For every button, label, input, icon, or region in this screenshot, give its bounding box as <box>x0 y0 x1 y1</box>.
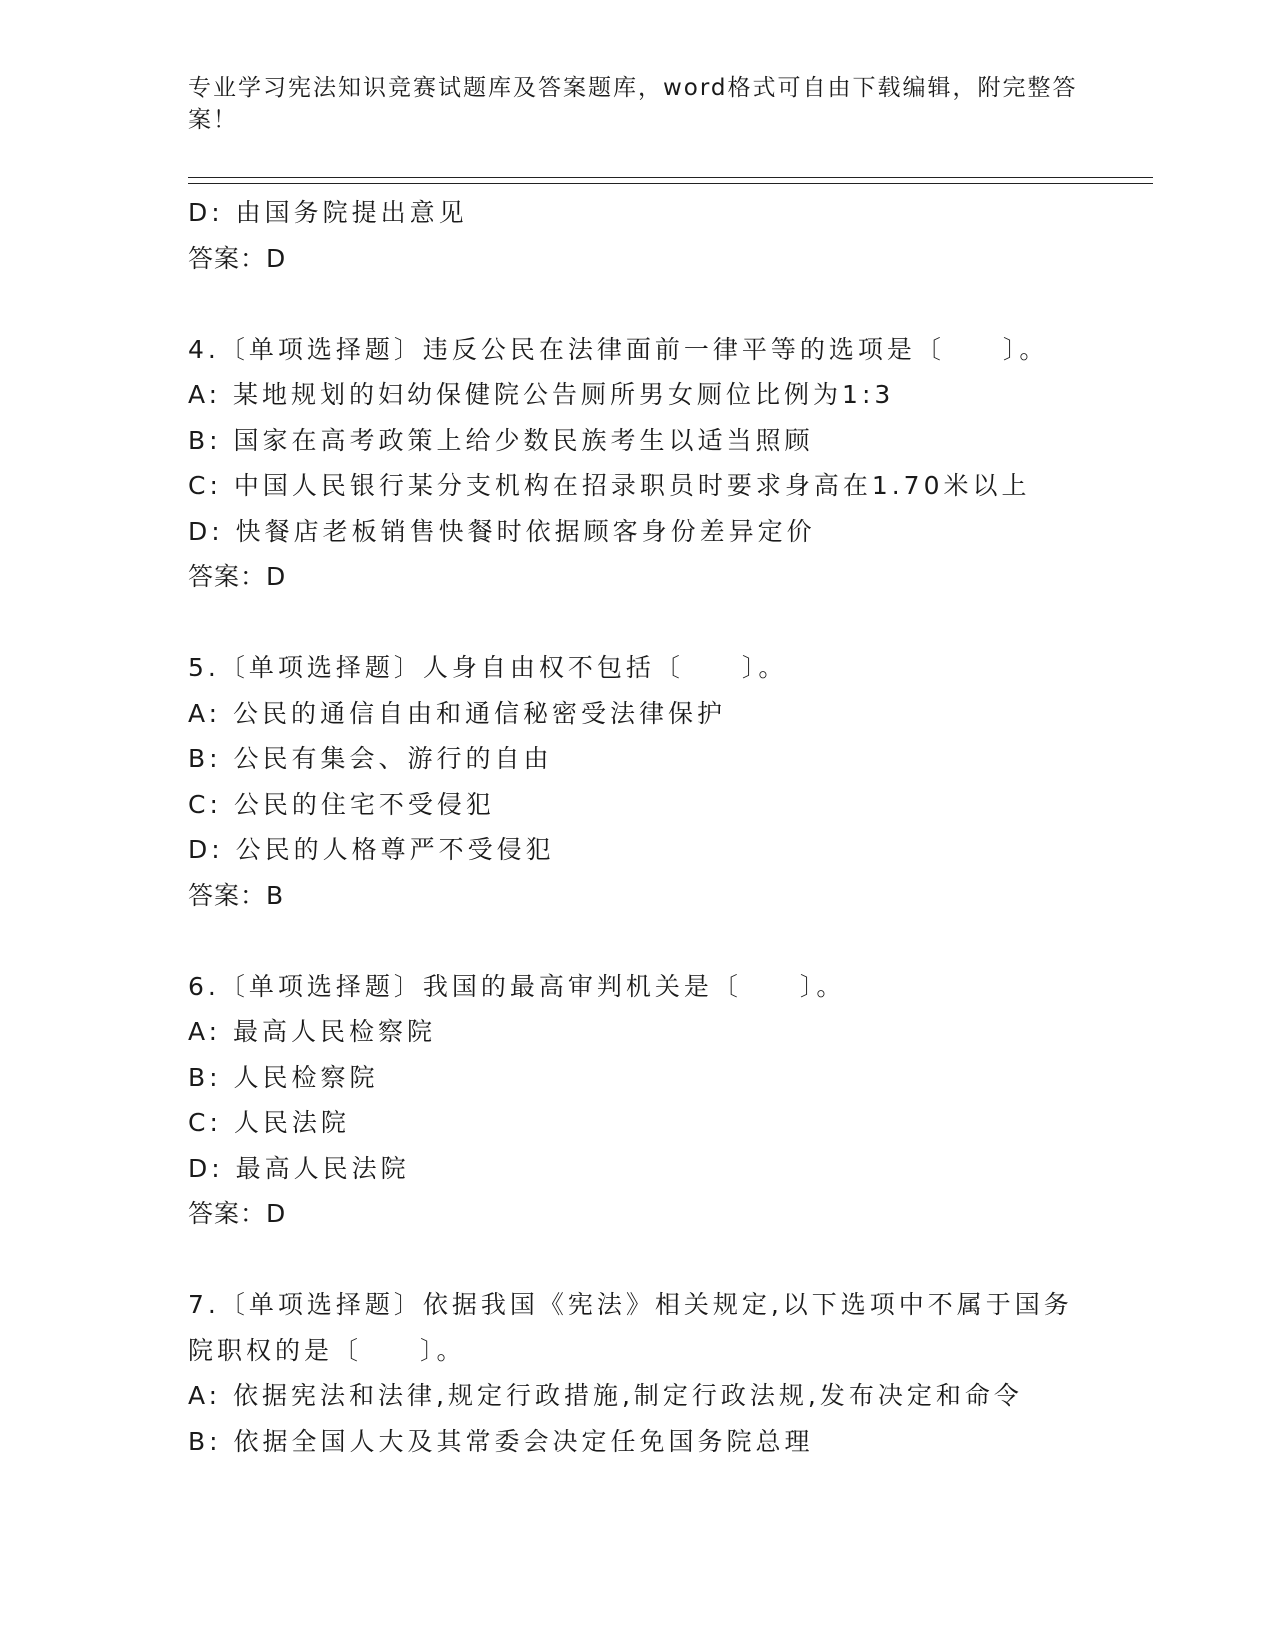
option-a: A: 依据宪法和法律,规定行政措施,制定行政法规,发布决定和命令 <box>188 1381 1023 1410</box>
option-d: D: 由国务院提出意见 <box>188 198 468 227</box>
option-b: B: 公民有集会、游行的自由 <box>188 744 553 773</box>
option-b: B: 人民检察院 <box>188 1062 379 1092</box>
option-d: D: 最高人民法院 <box>188 1153 410 1183</box>
question-stem: 7.〔单项选择题〕依据我国《宪法》相关规定,以下选项中不属于国务院职权的是〔 〕。 <box>188 1290 1073 1365</box>
document-header <box>188 72 1088 136</box>
option-c: C: 中国人民银行某分支机构在招录职员时要求身高在1.70米以上 <box>188 471 1031 500</box>
header-divider-top <box>188 177 1153 178</box>
answer-line: 答案：D <box>188 562 287 591</box>
question-4 <box>188 327 1088 600</box>
answer-line: 答案：D <box>188 243 287 273</box>
option-a: A: 公民的通信自由和通信秘密受法律保护 <box>188 698 727 728</box>
question-list <box>188 190 1088 1464</box>
question-6 <box>188 964 1088 1237</box>
question-7 <box>188 1282 1088 1464</box>
option-c: C: 公民的住宅不受侵犯 <box>188 789 495 819</box>
option-d: D: 快餐店老板销售快餐时依据顾客身份差异定价 <box>188 516 816 546</box>
question-stem: 6.〔单项选择题〕我国的最高审判机关是〔 〕。 <box>188 971 846 1001</box>
question-stem: 4.〔单项选择题〕违反公民在法律面前一律平等的选项是〔 〕。 <box>188 334 1049 364</box>
answer-line: 答案：B <box>188 880 285 910</box>
option-a: A: 某地规划的妇幼保健院公告厕所男女厕位比例为1:3 <box>188 380 895 409</box>
option-d: D: 公民的人格尊严不受侵犯 <box>188 835 555 864</box>
option-a: A: 最高人民检察院 <box>188 1017 437 1046</box>
option-b: B: 依据全国人大及其常委会决定任免国务院总理 <box>188 1426 814 1456</box>
question-stem: 5.〔单项选择题〕人身自由权不包括〔 〕。 <box>188 653 788 682</box>
question-5 <box>188 645 1088 918</box>
header-text: 专业学习宪法知识竞赛试题库及答案题库，word格式可自由下载编辑，附完整答案！ <box>188 75 1078 133</box>
answer-line: 答案：D <box>188 1199 287 1228</box>
header-divider-bottom <box>188 183 1153 184</box>
option-b: B: 国家在高考政策上给少数民族考生以适当照顾 <box>188 425 814 455</box>
option-c: C: 人民法院 <box>188 1108 350 1137</box>
